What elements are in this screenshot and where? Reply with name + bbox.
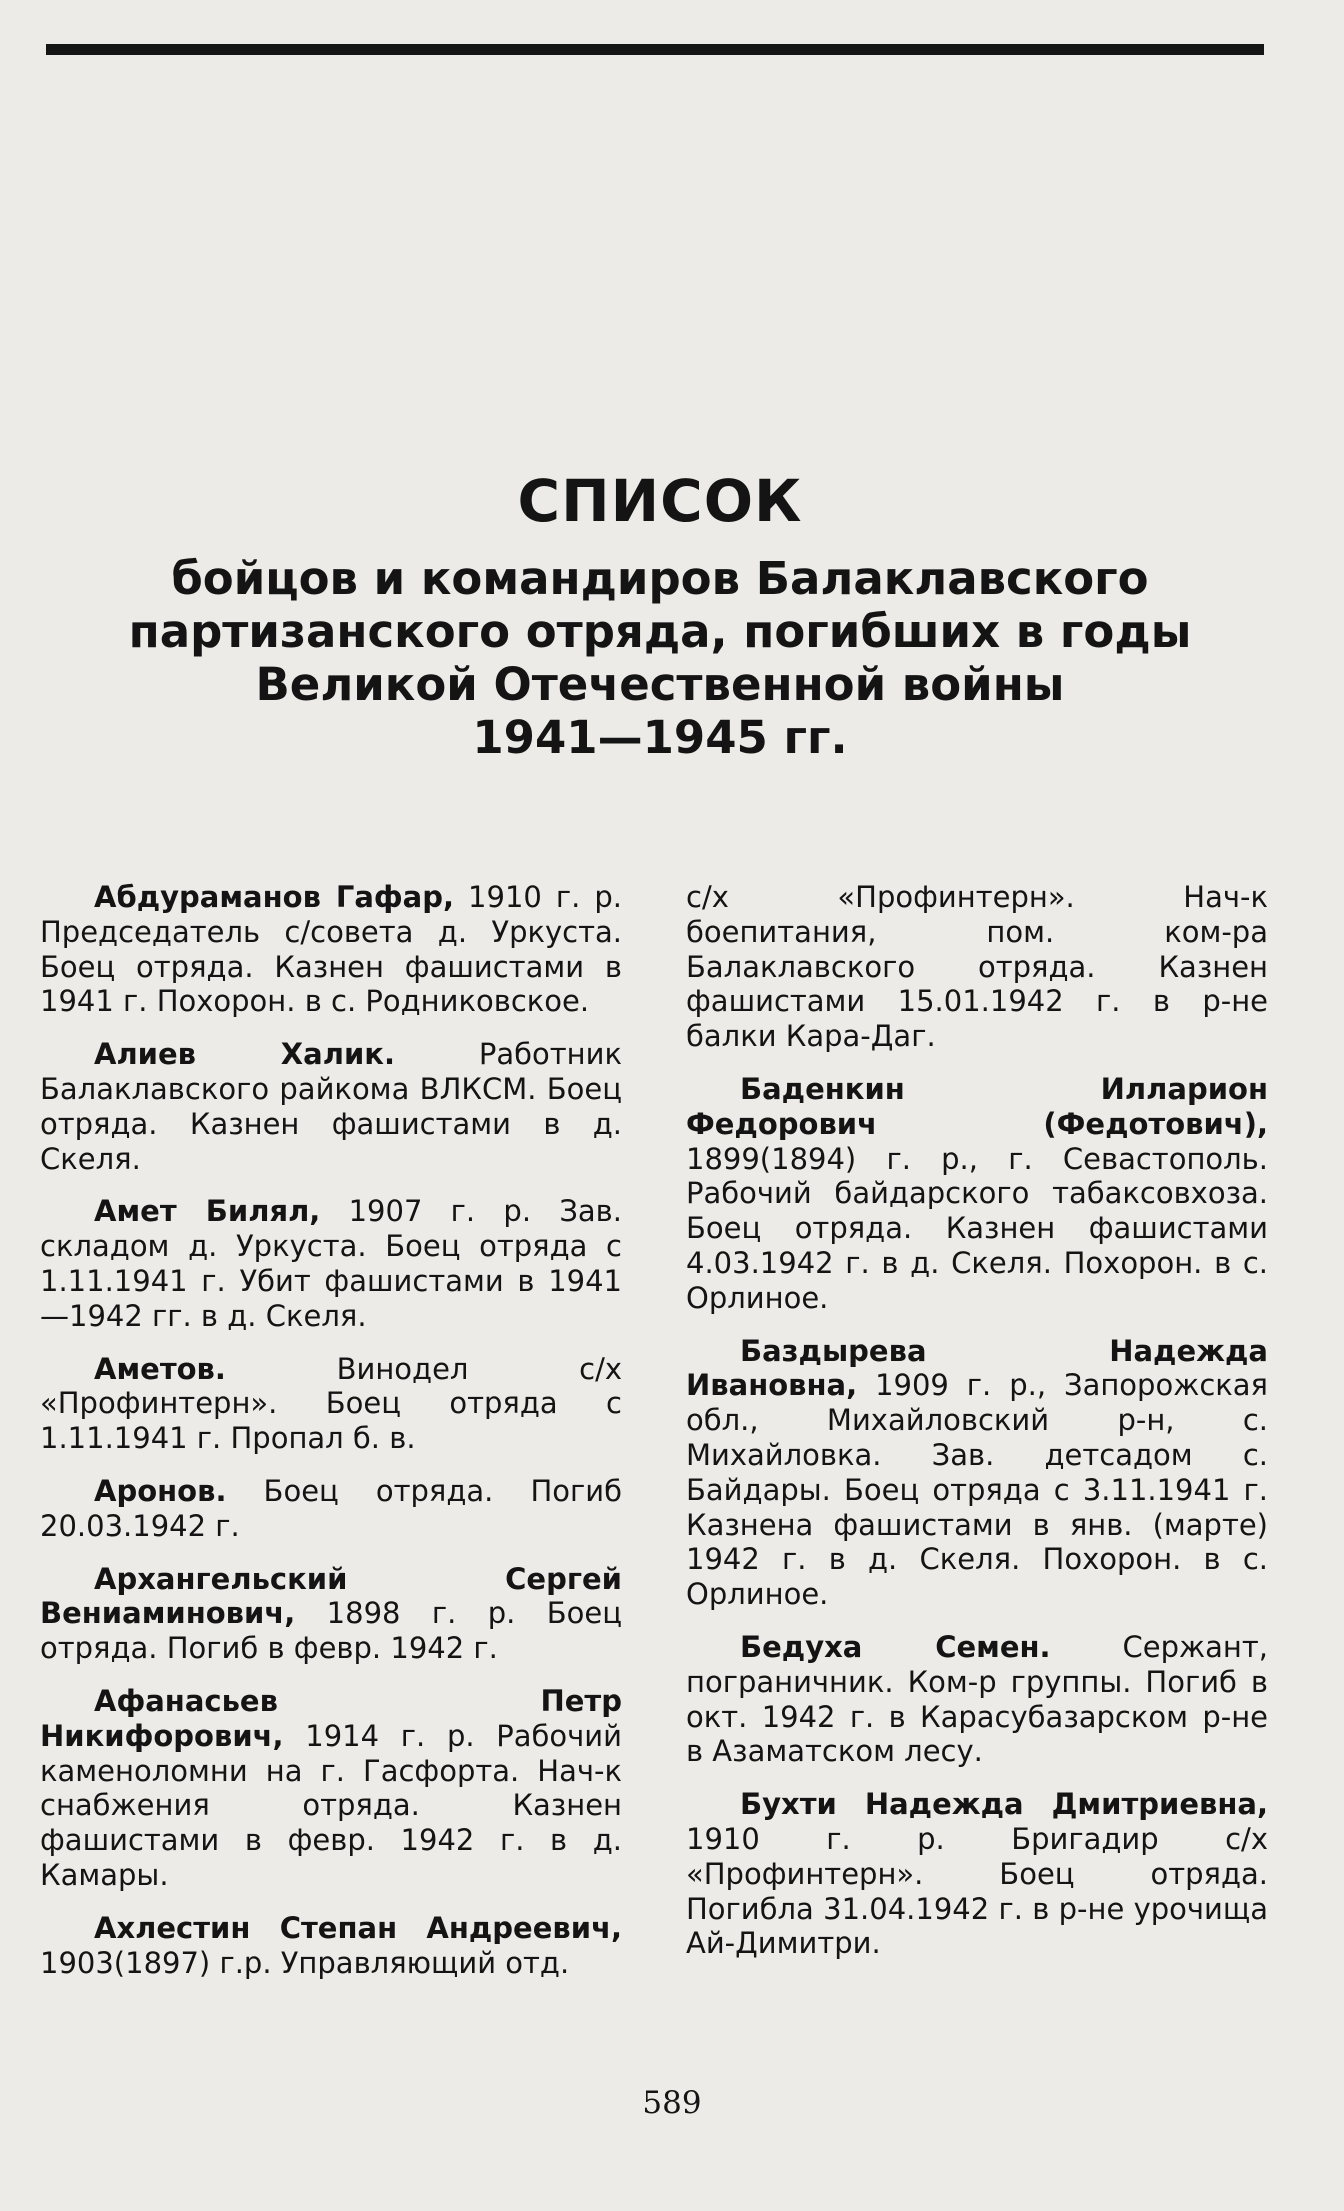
entry-text: 1909 г. р., Запорожская обл., Михайловский р-н, с. Михайловка. Зав. детсадом с. Байдары. Боец отряда с 3.11.1941 г. Казнена фашистами в янв. (марте) 1942 г. в д. Скеля. Похорон. в с. Орлиное. <box>686 1368 1268 1612</box>
entry-badenkin <box>686 1072 1268 1316</box>
entry-text: 1907 г. р. Зав. складом д. Уркуста. Боец отряда с 1.11.1941 г. Убит фашистами в 1941—1942 гг. в д. Скеля. <box>40 1194 622 1333</box>
entry-name: Аметов. <box>94 1351 226 1386</box>
entry-akhlestin-continued <box>686 880 1268 1054</box>
entry-text: Боец отряда. Погиб 20.03.1942 г. <box>40 1473 622 1543</box>
entry-name: Аронов. <box>94 1473 227 1508</box>
entry-name: Амет Билял, <box>94 1194 321 1229</box>
entries-columns <box>40 880 1268 1998</box>
entry-text: 1914 г. р. Рабочий каменоломни на г. Гасфорта. Нач-к снабжения отряда. Казнен фашистами в февр. 1942 г. в д. Камары. <box>40 1718 622 1892</box>
entry-text: 1910 г. р. Бригадир с/х «Профинтерн». Боец отряда. Погибла 31.04.1942 г. в р-не урочища Ай-Димитри. <box>686 1821 1268 1961</box>
entry-aliev <box>40 1037 622 1176</box>
entry-afanasyev <box>40 1684 622 1893</box>
entry-aronov <box>40 1474 622 1544</box>
entry-abduramanov <box>40 880 622 1019</box>
entry-text: 1910 г. р. Председатель с/совета д. Уркуста. Боец отряда. Казнен фашистами в 1941 г. Похорон. в с. Родниковское. <box>40 880 622 1019</box>
entry-name: Бедуха Семен. <box>740 1629 1051 1664</box>
entry-text: 1898 г. р. Боец отряда. Погиб в февр. 1942 г. <box>40 1596 622 1666</box>
entry-bedukha <box>686 1630 1268 1769</box>
entry-bazdyreva <box>686 1334 1268 1612</box>
page-number: 589 <box>642 2085 702 2121</box>
entry-ametov <box>40 1352 622 1456</box>
entry-text: с/х «Профинтерн». Нач-к боепитания, пом. ком-ра Балаклавского отряда. Казнен фашистами 15.01.1942 г. в р-не балки Кара-Даг. <box>686 880 1268 1054</box>
entry-text: Сержант, пограничник. Ком-р группы. Погиб в окт. 1942 г. в Карасубазарском р-не в Азаматском лесу. <box>686 1629 1268 1769</box>
entry-name: Ахлестин Степан Андреевич, <box>94 1910 622 1945</box>
right-column <box>686 880 1268 1998</box>
entry-name: Архангельский Сергей Вениаминович, <box>40 1561 622 1631</box>
entry-name: Баденкин Илларион Федорович (Федотович), <box>686 1071 1268 1141</box>
entry-amet <box>40 1194 622 1333</box>
entry-name: Алиев Халик. <box>94 1037 395 1072</box>
list-subtitle <box>80 552 1240 764</box>
entry-text: Работник Балаклавского райкома ВЛКСМ. Боец отряда. Казнен фашистами в д. Скеля. <box>40 1037 623 1176</box>
entry-text: Винодел с/х «Профинтерн». Боец отряда с 1.11.1941 г. Пропал б. в. <box>40 1351 622 1456</box>
entry-akhlestin <box>40 1911 622 1981</box>
top-rule <box>46 44 1264 55</box>
title-block <box>60 467 1260 765</box>
entry-text: 1899(1894) г. р., г. Севастополь. Рабочий байдарского табаксовхоза. Боец отряда. Казнен фашистами 4.03.1942 г. в д. Скеля. Похорон. в с. Орлиное. <box>686 1141 1268 1315</box>
entry-name: Бухти Надежда Дмитриевна, <box>740 1787 1268 1822</box>
left-column <box>40 880 622 1998</box>
entry-name: Афанасьев Петр Никифорович, <box>40 1683 622 1753</box>
subtitle-years: 1941—1945 гг. <box>472 711 848 765</box>
entry-arkhangelsky <box>40 1562 622 1666</box>
subtitle-text: бойцов и командиров Балаклавского партизанского отряда, погибших в годы Великой Отечественной войны <box>128 551 1192 711</box>
entry-name: Абдураманов Гафар, <box>94 880 455 914</box>
list-title: СПИСОК <box>517 467 803 535</box>
entry-name: Баздырева Надежда Ивановна, <box>686 1333 1268 1403</box>
entry-text: 1903(1897) г.р. Управляющий отд. <box>40 1945 570 1980</box>
entry-bukhti <box>686 1787 1268 1961</box>
